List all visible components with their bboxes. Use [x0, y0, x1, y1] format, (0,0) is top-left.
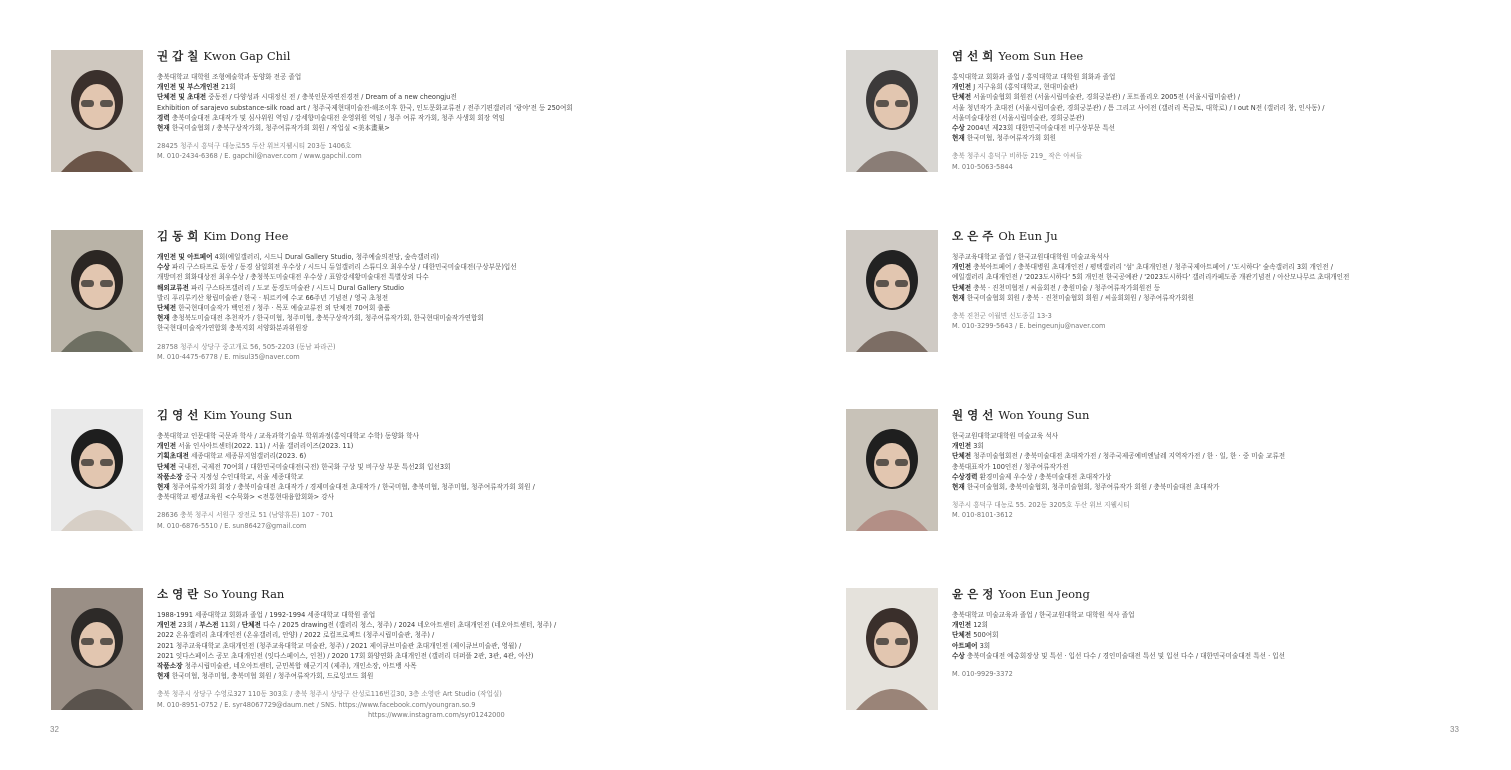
contact-line: M. 010-4475-6778 / E. misul35@naver.com — [157, 352, 300, 361]
career-label: 현재 — [157, 672, 170, 681]
contact-line: 충북 진천군 이월면 신도종길 13-3 — [952, 312, 1052, 321]
career-text: 한국현대미술작가 백인전 / 청주 · 목포 예술교류전 외 단체전 70여회 출품 — [176, 304, 391, 313]
career-text: 1988-1991 세종대학교 회화과 졸업 / 1992-1994 세종대학교 대학원 졸업 — [157, 611, 376, 619]
career-label: 현재 — [157, 483, 170, 492]
artist-name-korean: 오 은 주 — [952, 229, 994, 243]
contact-line: M. 010-5063-5844 — [952, 162, 1013, 171]
career-text: 한국미술협회 / 충북구상작가회, 청주여류작가회 회원 / 작업실 <美本畫巢> — [169, 124, 390, 133]
artist-name-korean: 염 선 희 — [952, 49, 994, 63]
career-line — [157, 313, 797, 323]
career-line — [157, 610, 797, 620]
career-label: 현재 — [157, 124, 170, 133]
page-number-right: 33 — [1450, 725, 1459, 734]
career-line — [157, 431, 797, 441]
career-label: 단체전 — [952, 283, 972, 292]
career-line — [952, 113, 1511, 123]
career-text: 서울 청년작가 초대전 (서울시립미술관, 경희궁분관) / 틈 그리고 사이전 (갤러리 목금토, 대학로) / I out N전 (갤러리 창, 인사동) / — [952, 103, 1325, 112]
career-line — [157, 72, 797, 82]
career-text: 3회 — [971, 442, 984, 451]
artist-name-english: Kwon Gap Chil — [203, 49, 291, 63]
career-label: 작품소장 — [157, 662, 183, 671]
contact-info — [952, 500, 1511, 520]
career-line — [952, 293, 1511, 303]
career-line — [157, 123, 797, 133]
artist-portrait-photo — [51, 50, 143, 172]
career-text: 4회(예일갤러리, 시드니 Dural Gallery Studio, 청주예술의전당, 숲속갤러리) — [212, 253, 439, 261]
career-text: 충북대학교 평생교육원 <수묵화> <전통현대융합회화> 강사 — [157, 493, 334, 502]
career-label: 단체전 — [157, 304, 177, 313]
career-text: 충북미술대전 예총회장상 및 특선 · 입선 다수 / 경인미술대전 특선 및 입선 다수 / 대한민국미술대전 특선 · 입선 — [964, 651, 1286, 660]
contact-info — [157, 510, 797, 530]
contact-line: M. 010-2434-6368 / E. gapchil@naver.com / www.gapchil.com — [157, 152, 362, 161]
career-text: 한국현대미술작가연합회 충북지회 서양화분과위원장 — [157, 324, 308, 333]
career-line — [952, 262, 1511, 272]
contact-line: M. 010-8951-0752 / E. syr48067729@daum.net / SNS. https://www.facebook.com/youngran.so.9 — [157, 700, 476, 709]
artist-name-korean: 원 영 선 — [952, 408, 994, 422]
career-line — [157, 472, 797, 482]
artist-name — [952, 588, 1511, 601]
career-line — [952, 133, 1511, 143]
artist-name — [952, 50, 1511, 63]
career-line — [952, 641, 1511, 651]
career-label: 현재 — [952, 293, 965, 302]
artist-name-english: Kim Dong Hee — [203, 229, 289, 243]
career-text: 청주미술협회전 / 충북미술대전 초대작가전 / 청주국제공예비엔날레 지역작가전 / 한 · 일, 한 · 중 미술 교류전 — [971, 452, 1286, 461]
artist-portrait-photo — [51, 409, 143, 531]
career-text: 청주시립미술관, 네오아트센터, 군민복합 해군기지 (제주), 개인소장, 아트뱅 사목 — [182, 662, 417, 671]
career-line — [157, 441, 797, 451]
career-text: 개방미전 회화대상전 최우수상 / 충청북도미술대전 우수상 / 표암강세황미술대전 특별상외 다수 — [157, 273, 429, 282]
career-line — [157, 103, 797, 113]
artist-name — [157, 409, 797, 422]
contact-line: M. 010-9929-3372 — [952, 670, 1013, 679]
career-label: 수상 — [952, 651, 965, 660]
career-line — [157, 641, 797, 651]
career-text: 충북대표작가 100인전 / 청주여류작가전 — [952, 462, 1069, 471]
career-line — [952, 651, 1511, 661]
career-text: 세종대학교 세종뮤지엄갤러리(2023. 6) — [188, 452, 307, 461]
artist-name-korean: 소 영 란 — [157, 587, 199, 601]
career-text: 중동전 / 다양성과 시대정신 전 / 충북인문자연진경전 / Dream of a new cheongju전 — [206, 93, 457, 102]
artist-name-english: So Young Ran — [203, 587, 285, 601]
career-text: 충북 · 진천미협전 / 씨올회전 / 충원미술 / 청주여류작가회원전 등 — [971, 283, 1161, 292]
career-text: 서울미술대상전 (서울시립미술관, 경희궁분관) — [952, 113, 1085, 122]
artist-name-korean: 윤 은 정 — [952, 587, 994, 601]
career-label: 수상 — [952, 124, 965, 133]
career-text: 12회 — [971, 621, 988, 630]
career-line — [157, 293, 797, 303]
career-label: 아트페어 — [952, 641, 978, 650]
artist-name — [952, 409, 1511, 422]
career-text: 청주교육대학교 졸업 / 한국교원대대학원 미술교육석사 — [952, 253, 1110, 261]
career-line — [952, 431, 1511, 441]
career-line — [157, 303, 797, 313]
career-line — [952, 283, 1511, 293]
career-text: 한국미협, 청주미협, 충북미협 회원 / 청주여류작가회, 드로잉코드 회원 — [169, 672, 374, 681]
career-line — [157, 323, 797, 333]
career-label: 현재 — [157, 314, 170, 323]
contact-line: 충북 청주시 흥덕구 비하동 219_ 작은 아씨들 — [952, 152, 1083, 161]
career-line — [952, 610, 1511, 620]
artist-name — [157, 588, 797, 601]
career-line — [157, 671, 797, 681]
contact-line: M. 010-6876-5510 / E. sun86427@gmail.com — [157, 521, 307, 530]
career-text: 한국미술협회, 충북미술협회, 청주미술협회, 청주여류작가 회원 / 충북미술대전 초대작가 — [964, 483, 1220, 492]
artist-name-english: Yoon Eun Jeong — [998, 587, 1090, 601]
career-text: 파리 구스타프로 동상 / 동경 삼일회전 우수상 / 시드니 듀얼갤러리 스튜디오 최우수상 / 대한민국미술대전(구상부문)입선 — [169, 263, 517, 272]
career-label: 현재 — [952, 134, 965, 143]
career-text: 다수 / 2025 drawing전 (갤러리 청스, 청주) / 2024 네오아트센터 초대개인전 (네오아트센터, 청주) / — [260, 621, 557, 630]
career-line — [952, 472, 1511, 482]
career-label: 단체전 — [157, 462, 177, 471]
career-label: 개인전 — [952, 263, 972, 272]
career-text: 2021 청주교육대학교 초대개인전 (청주교육대학교 미술관, 청주) / 2021 제이큐브미술관 초대개인전 (제이큐브미술관, 영월) / — [157, 641, 522, 650]
artist-name-korean: 권 갑 칠 — [157, 49, 199, 63]
contact-line: 28425 청주시 흥덕구 대농로55 두산 위브지웰시티 203동 1406호 — [157, 142, 352, 151]
artist-name-english: Oh Eun Ju — [998, 229, 1058, 243]
artist-name-english: Won Young Sun — [998, 408, 1090, 422]
career-label: 경력 — [157, 113, 170, 122]
career-line — [157, 630, 797, 640]
career-text: 중국 지정성 수인대학교, 서울 세종대학교 — [182, 472, 304, 481]
career-line — [952, 630, 1511, 640]
career-line — [952, 451, 1511, 461]
artist-name-english: Kim Young Sun — [203, 408, 293, 422]
career-label: 개인전 및 아트페어 — [157, 253, 213, 261]
career-text: 500여회 — [971, 631, 999, 640]
career-text: 2021 잇다스페이스 공모 초대개인전 (잇다스페이스, 인천) / 2020 17회 화양연화 초대개인전 (갤러리 더퍼플 2관, 3관, 4관, 아산) — [157, 651, 534, 660]
career-line — [157, 661, 797, 671]
career-line — [157, 482, 797, 492]
artist-name — [157, 230, 797, 243]
career-label: 개인전 — [952, 621, 972, 630]
artist-name-korean: 김 영 선 — [157, 408, 199, 422]
career-text: 청주여류작가회 회장 / 충북미술대전 초대작가 / 경제미술대전 초대작가 / 한국미협, 충북미협, 청주미협, 청주여류작가회 회원 / — [169, 483, 535, 492]
career-text: Exhibition of sarajevo substance-silk road art / 청주국제현대미술전-해조이후 한국, 인도문화교류전 / 전주기편갤러리 '광야'전 등 250여회 — [157, 103, 573, 112]
artist-portrait-photo — [51, 588, 143, 710]
career-text: 예일갤러리 초대개인전 / '2023도시하다' 5회 개인전 한국공예관 / '2023도시하다' 갤러리카페도종 개관기념전 / 아산모나무르 초대개인전 — [952, 273, 1350, 282]
career-text: 11회 / — [218, 621, 242, 630]
career-text: 23회 / — [176, 621, 200, 630]
career-line — [952, 272, 1511, 282]
career-text: 서울 인사아트센터(2022. 11) / 서울 갤러리이즈(2023. 11) — [176, 442, 354, 451]
career-label: 개인전 — [952, 442, 972, 451]
career-text: 파리 구스타프갤러리 / 도쿄 동경도미술관 / 시드니 Dural Gallery Studio — [188, 283, 404, 292]
career-text: 한국교원대학교대학원 미술교육 석사 — [952, 432, 1059, 440]
artist-portrait-photo — [846, 588, 938, 710]
career-line — [952, 82, 1511, 92]
career-text: 충북대학교 인문대학 국문과 학사 / 교육과학기술부 학위과정(홍익대학교 수학) 동양화 학사 — [157, 432, 419, 440]
career-label: 해외교류전 — [157, 283, 189, 292]
contact-line: 청주시 흥덕구 대농로 55. 202동 3205호 두산 위브 지웰시티 — [952, 501, 1130, 510]
career-text: 충청북도미술대전 추천작가 / 한국미협, 청주미협, 충북구상작가회, 청주여류작가회, 한국현대미술작가연합회 — [169, 314, 484, 323]
career-line — [157, 262, 797, 272]
career-line — [157, 82, 797, 92]
career-line — [952, 462, 1511, 472]
contact-info — [952, 311, 1511, 331]
career-label: 단체전 — [241, 621, 261, 630]
career-label: 단체전 — [952, 93, 972, 102]
career-label: 개인전 — [952, 83, 972, 92]
artist-portrait-photo — [846, 50, 938, 172]
career-text: 충북대학교 대학원 조형예술학과 동양화 전공 졸업 — [157, 73, 302, 81]
career-text: 홍익대학교 회화과 졸업 / 홍익대학교 대학원 회화과 졸업 — [952, 73, 1116, 81]
artist-name-korean: 김 동 희 — [157, 229, 199, 243]
artist-name — [952, 230, 1511, 243]
artist-name-english: Yeom Sun Hee — [998, 49, 1084, 63]
career-label: 기획초대전 — [157, 452, 189, 461]
career-line — [952, 72, 1511, 82]
contact-info — [952, 669, 1511, 679]
career-line — [157, 272, 797, 282]
artist-portrait-photo — [846, 409, 938, 531]
career-label: 현재 — [952, 483, 965, 492]
career-text: 서울미술협회 회원전 (서울시립미술관, 경희궁분관) / 포트폴리오 2005전 (서울시립미술관) / — [971, 93, 1241, 102]
contact-line: 충북 청주시 상당구 수영로327 110동 303호 / 충북 청주시 상당구 산성로116번길30, 3층 소영란 Art Studio (작업실) — [157, 690, 502, 699]
career-line — [157, 451, 797, 461]
career-text: 환경미술제 우수상 / 충북미술대전 초대작가상 — [977, 472, 1112, 481]
career-line — [952, 123, 1511, 133]
contact-info — [952, 151, 1511, 171]
career-line — [157, 92, 797, 102]
career-text: 충북미술대전 초대작가 및 심사위원 역임 / 강세향미술대전 운영위원 역임 / 청주 여류 작가회, 청주 사생회 회장 역임 — [169, 113, 505, 122]
contact-line: M. 010-8101-3612 — [952, 511, 1013, 520]
career-text: 2004년 제23회 대한민국미술대전 비구상부문 특선 — [964, 124, 1116, 133]
career-label: 단체전 — [952, 452, 972, 461]
career-line — [952, 92, 1511, 102]
career-line — [157, 651, 797, 661]
contact-line: 28758 청주시 상당구 중고개로 56, 505-2203 (동남 파라곤) — [157, 342, 336, 351]
career-text: 충북아트페어 / 충북대병원 초대개인전 / 평택갤러리 '섬' 초대개인전 / 청주국제아트페어 / '도시하다' 숲속갤러리 3회 개인전 / — [971, 263, 1333, 272]
artist-portrait-photo — [846, 230, 938, 352]
page-number-left: 32 — [50, 725, 59, 734]
contact-info — [157, 689, 797, 720]
career-line — [157, 252, 797, 262]
career-text: 3회 — [977, 641, 991, 650]
career-label: 개인전 — [157, 442, 177, 451]
contact-info — [157, 141, 797, 161]
career-text: 2022 온유갤러리 초대개인전 (온유갤러리, 안양) / 2022 로컬프로젝트 (청주시립미술관, 청주) / — [157, 631, 435, 640]
career-line — [952, 620, 1511, 630]
career-line — [157, 283, 797, 293]
career-line — [157, 462, 797, 472]
career-line — [952, 252, 1511, 262]
career-label: 단체전 및 초대전 — [157, 93, 207, 102]
career-text: 발리 푸리루키산 왕립미술관 / 한국 · 튀르키예 수교 66주년 기념전 / 영국 초청전 — [157, 293, 389, 302]
artist-portrait-photo — [51, 230, 143, 352]
career-text: 한국미술협회 회원 / 충북 · 진천미술협회 회원 / 씨올회회원 / 청주여류작가회원 — [964, 293, 1195, 302]
career-line — [157, 620, 797, 630]
career-label: 작품소장 — [157, 472, 183, 481]
career-text: 국내전, 국제전 70여회 / 대한민국미술대전(국전) 한국화 구상 및 비구상 부문 특선2회 입선3회 — [176, 462, 451, 471]
contact-line: M. 010-3299-5643 / E. beingeunju@naver.com — [952, 322, 1106, 331]
career-text: J 지구유희 (홍익대학교, 현대미술관) — [971, 83, 1078, 92]
contact-line: 28636 충북 청주시 서원구 장전로 51 (남양휴튼) 107 - 701 — [157, 511, 334, 520]
career-line — [952, 103, 1511, 113]
career-label: 부스전 — [199, 621, 219, 630]
career-label: 개인전 및 부스개인전 — [157, 83, 219, 92]
contact-line: https://www.instagram.com/syr01242000 — [368, 710, 505, 719]
artist-name — [157, 50, 797, 63]
career-text: 21회 — [218, 83, 236, 92]
career-label: 수상 — [157, 263, 170, 272]
career-line — [157, 113, 797, 123]
career-label: 수상경력 — [952, 472, 978, 481]
career-text: 한국미협, 청주여류작가회 회원 — [964, 134, 1056, 143]
contact-info — [157, 342, 797, 362]
career-line — [157, 492, 797, 502]
career-label: 단체전 — [952, 631, 972, 640]
career-label: 개인전 — [157, 621, 177, 630]
career-line — [952, 441, 1511, 451]
career-text: 충북대학교 미술교육과 졸업 / 한국교원대학교 대학원 석사 졸업 — [952, 611, 1135, 619]
career-line — [952, 482, 1511, 492]
